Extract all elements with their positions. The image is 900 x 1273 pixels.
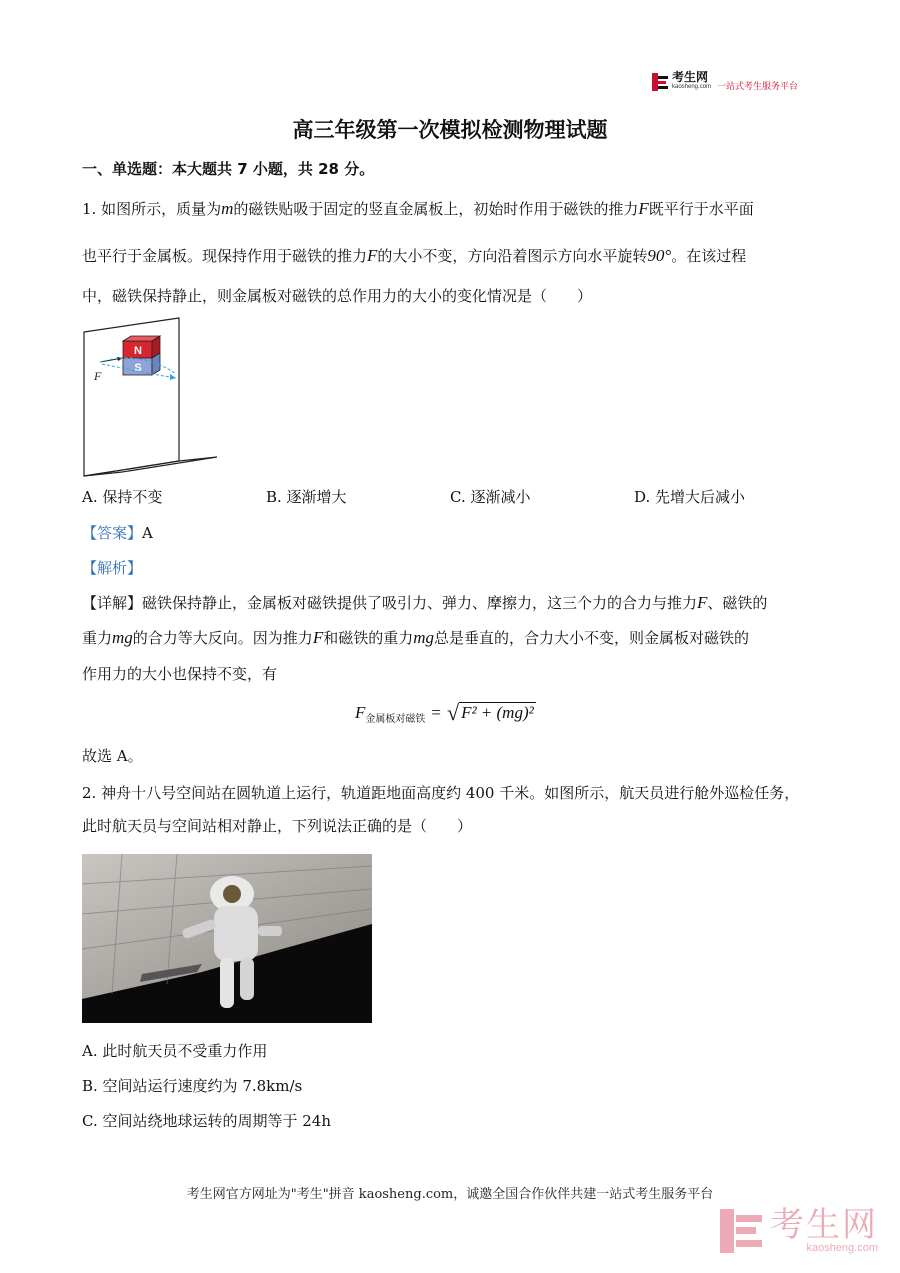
logo-slogan: 一站式考生服务平台 [717, 81, 799, 92]
astronaut-photo [82, 854, 372, 1027]
header-logo [652, 72, 798, 92]
q2-option-a[interactable]: A. 此时航天员不受重力作用 [82, 1042, 268, 1060]
answer-tag: 【答案】 [82, 524, 143, 542]
analysis-tag: 【解析】 [82, 559, 143, 577]
q1-line-2: 也平行于金属板。现保持作用于磁铁的推力F的大小不变，方向沿着图示方向水平旋转90°。在该过程 [82, 246, 747, 265]
magnet-figure [82, 316, 222, 486]
q1-answer [82, 522, 153, 544]
detail-line-2: 重力mg的合力等大反向。因为推力F和磁铁的重力mg总是垂直的，合力大小不变，则金属板对磁铁的 [82, 628, 750, 647]
q1-option-c[interactable]: C. 逐渐减小 [450, 488, 531, 506]
page-title: 高三年级第一次模拟检测物理试题 [292, 118, 608, 142]
q2-line-2: 此时航天员与空间站相对静止，下列说法正确的是（ ） [82, 817, 473, 835]
south-pole-label: S [134, 362, 142, 374]
force-formula: F 金属板对磁铁 = √ F² + (mg)² [355, 699, 534, 725]
watermark-logo-icon [720, 1209, 764, 1253]
detail-line-1: 【详解】磁铁保持静止，金属板对磁铁提供了吸引力、弹力、摩擦力，这三个力的合力与推力F、磁铁的 [82, 593, 768, 612]
q1-option-a[interactable]: A. 保持不变 [82, 488, 163, 506]
logo-domain: kaosheng.com [672, 84, 712, 90]
force-label: F [94, 369, 102, 383]
q2-line-1: 2. 神舟十八号空间站在圆轨道上运行，轨道距地面高度约 400 千米。如图所示，航天员进行舱外巡检任务， [82, 784, 800, 802]
north-pole-label: N [134, 345, 142, 357]
conclusion: 故选 A。 [82, 747, 143, 765]
watermark [720, 1205, 878, 1254]
q1-option-b[interactable]: B. 逐渐增大 [266, 488, 347, 506]
section-heading: 一、单选题：本大题共 7 小题，共 28 分。 [82, 160, 375, 178]
q1-line-1: 1. 如图所示，质量为m的磁铁贴吸于固定的竖直金属板上，初始时作用于磁铁的推力F既平行于水平面 [82, 199, 754, 218]
kaosheng-logo-icon [652, 73, 668, 91]
detail-tag: 【详解】 [82, 594, 143, 612]
q1-line-3: 中，磁铁保持静止，则金属板对磁铁的总作用力的大小的变化情况是（ ） [82, 287, 593, 305]
answer-value: A [142, 524, 153, 542]
q2-option-c[interactable]: C. 空间站绕地球运转的周期等于 24h [82, 1112, 331, 1130]
page-footer: 考生网官方网址为"考生"拼音 kaosheng.com，诚邀全国合作伙伴共建一站式考生服务平台 [186, 1187, 714, 1202]
logo-name: 考生网 [672, 70, 709, 84]
q1-option-d[interactable]: D. 先增大后减小 [634, 488, 746, 506]
q2-option-b[interactable]: B. 空间站运行速度约为 7.8km/s [82, 1077, 303, 1095]
detail-line-3: 作用力的大小也保持不变，有 [82, 665, 278, 683]
watermark-name: 考生网 [770, 1205, 878, 1245]
watermark-domain: kaosheng.com [806, 1242, 878, 1254]
